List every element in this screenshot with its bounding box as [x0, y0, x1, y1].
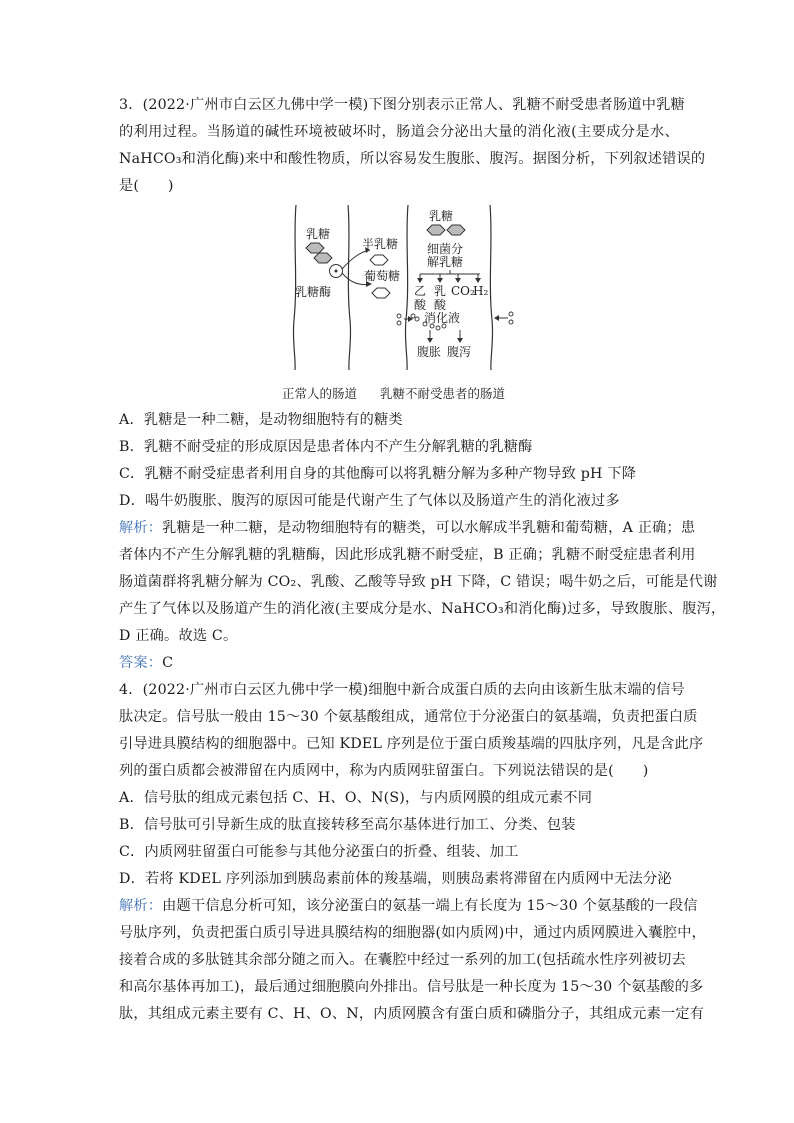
digestive-fluid-right	[509, 312, 513, 324]
q4-analysis-text-1: 由题干信息分析可知，该分泌蛋白的氨基一端上有长度为 15～30 个氨基酸的一段信	[162, 898, 698, 914]
label-glucose: 葡萄糖	[364, 269, 401, 283]
q3-stem-line-2: 的利用过程。当肠道的碱性环境被破坏时，肠道会分泌出大量的消化液(主要成分是水、	[119, 124, 679, 140]
label-co2: CO₂	[451, 284, 475, 298]
label-digestive-juice: 消化液	[424, 311, 461, 325]
q3-stem-line-4: 是( )	[119, 178, 174, 194]
label-diarrhea: 腹泻	[447, 345, 472, 359]
q4-stem-line-4: 列的蛋白质都会被滞留在内质网中，称为内质网驻留蛋白。下列说法错误的是( )	[119, 763, 649, 779]
lactose-molecule-left	[306, 243, 332, 263]
q4-option-b: B．信号肽可引导新生成的肽直接转移至高尔基体进行加工、分类、包装	[119, 817, 576, 833]
label-bacteria-1: 细菌分	[427, 242, 464, 256]
q4-analysis-line-1	[119, 896, 698, 916]
q3-analysis-label: 解析：	[119, 520, 163, 536]
q3-option-b: B．乳糖不耐受症的形成原因是患者体内不产生分解乳糖的乳糖酶	[119, 439, 533, 455]
q3-analysis-line-4: 产生了气体以及肠道产生的消化液(主要成分是水、NaHCO₃和消化酶)过多，导致腹胀、腹泻，	[119, 601, 726, 617]
q4-analysis-line-2: 号肽序列，负责把蛋白质引导进具膜结构的细胞器(如内质网)中，通过内质网膜进入囊腔中，	[119, 925, 706, 941]
q3-analysis-line-2: 者体内不产生分解乳糖的乳糖酶，因此形成乳糖不耐受症，B 正确；乳糖不耐受症患者利用	[119, 547, 696, 563]
q3-answer-line	[119, 653, 679, 673]
label-lactose-normal: 乳糖	[306, 227, 331, 241]
q3-analysis-line-1	[119, 518, 696, 538]
q4-stem-line-2: 肽决定。信号肽一般由 15～30 个氨基酸组成，通常位于分泌蛋白的氨基端，负责把蛋白质	[119, 709, 698, 725]
q3-analysis-text-1: 乳糖是一种二糖，是动物细胞特有的糖类，可以水解成半乳糖和葡萄糖，A 正确；患	[162, 520, 696, 536]
label-h2: H₂	[473, 284, 489, 298]
intestine-figure	[280, 200, 530, 400]
caption-patient: 乳糖不耐受患者的肠道	[380, 386, 506, 401]
q4-analysis-line-5: 肽，其组成元素主要有 C、H、O、N，内质网膜含有蛋白质和磷脂分子，其组成元素一定有	[119, 1006, 705, 1022]
galactose-molecule	[370, 255, 388, 265]
q4-analysis-label: 解析：	[119, 898, 163, 914]
q3-option-c: C．乳糖不耐受症患者利用自身的其他酶可以将乳糖分解为多种产物导致 pH 下降	[119, 466, 637, 482]
q4-option-d: D．若将 KDEL 序列添加到胰岛素前体的羧基端，则胰岛素将滞留在内质网中无法分泌	[119, 871, 672, 887]
q3-option-a: A．乳糖是一种二糖，是动物细胞特有的糖类	[119, 412, 403, 428]
label-acetic-2: 酸	[414, 298, 427, 312]
caption-normal: 正常人的肠道	[282, 386, 358, 401]
q4-option-c: C．内质网驻留蛋白可能参与其他分泌蛋白的折叠、组装、加工	[119, 844, 519, 860]
label-bacteria-2: 解乳糖	[427, 255, 464, 269]
lactose-molecule-right	[427, 225, 465, 235]
label-lactase: 乳糖酶	[295, 285, 332, 299]
label-galactose: 半乳糖	[362, 237, 399, 251]
q3-answer-value: C	[162, 655, 174, 671]
label-lactic-2: 酸	[434, 298, 447, 312]
q3-stem-line-3: NaHCO₃和消化酶)来中和酸性物质，所以容易发生腹胀、腹泻。据图分析，下列叙述错误的	[119, 151, 706, 167]
q4-stem-line-1: 4．(2022·广州市白云区九佛中学一模)细胞中新合成蛋白质的去向由该新生肽末端的信号	[119, 682, 685, 698]
q4-analysis-line-4: 和高尔基体再加工)，最后通过细胞膜向外排出。信号肽是一种长度为 15～30 个氨基酸的多	[119, 979, 704, 995]
q3-option-d: D．喝牛奶腹胀、腹泻的原因可能是代谢产生了气体以及肠道产生的消化液过多	[119, 493, 620, 509]
label-lactose-patient: 乳糖	[429, 209, 454, 223]
q3-answer-label: 答案：	[119, 655, 163, 671]
q4-stem-line-3: 引导进具膜结构的细胞器中。已知 KDEL 序列是位于蛋白质羧基端的四肽序列，凡是含此序	[119, 736, 704, 752]
glucose-molecule	[372, 288, 390, 298]
label-bloating: 腹胀	[417, 345, 442, 359]
q4-analysis-line-3: 接着合成的多肽链其余部分随之而入。在囊腔中经过一系列的加工(包括疏水性序列被切去	[119, 952, 686, 968]
q3-analysis-line-5: D 正确。故选 C。	[119, 628, 238, 644]
q4-option-a: A．信号肽的组成元素包括 C、H、O、N(S)，与内质网膜的组成元素不同	[119, 790, 593, 806]
label-acetic-1: 乙	[414, 284, 427, 298]
label-lactic-1: 乳	[434, 284, 447, 298]
q3-analysis-line-3: 肠道菌群将乳糖分解为 CO₂、乳酸、乙酸等导致 pH 下降，C 错误；喝牛奶之后，可能是代谢	[119, 574, 718, 590]
q3-stem-line-1: 3．(2022·广州市白云区九佛中学一模)下图分别表示正常人、乳糖不耐受患者肠道中乳糖	[119, 97, 685, 113]
